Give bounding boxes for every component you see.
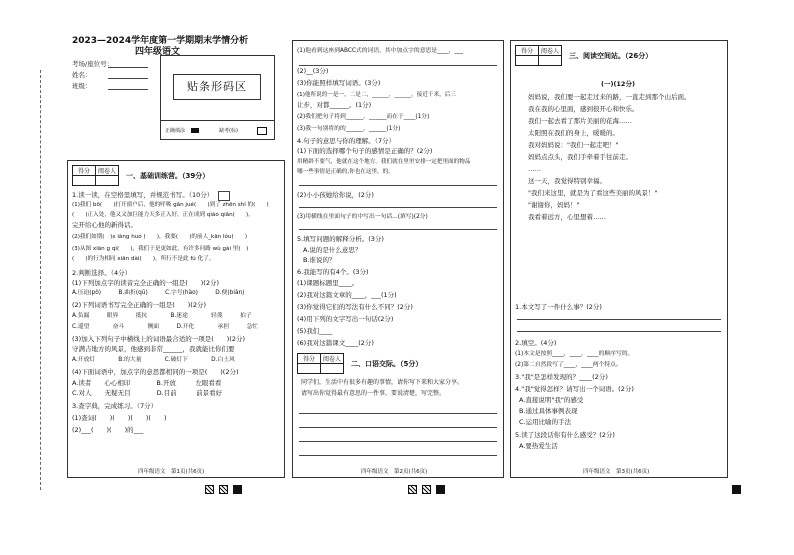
p1-line: (2)下列词语书写完全正确的一组是( )(2分) (72, 301, 206, 309)
oral-prompt: 请写出你觉得最有意思的一件事，要说清楚，写完整。 (301, 390, 446, 397)
p1-line: ( )正入处，他又又加巨能力天多正入好，正在成到 qiáo qiān( )。 (72, 212, 254, 218)
p1-line: (3)加入下列句子中横线上的词语最合适的一项是( )(2分) (72, 335, 245, 343)
answer-line[interactable] (517, 319, 721, 320)
p1-line: C.遥望 奋斗 侧面 D.开化 承担 急忙 (72, 324, 259, 330)
p1-line: 完开给心他的新得话。 (72, 221, 137, 229)
page-1-panel (67, 160, 285, 478)
fill-correct-label: 正确填涂 (165, 128, 186, 134)
grader-label: 阅卷人 (539, 46, 562, 56)
passage-line: "谢谢你，妈妈！" (515, 201, 580, 209)
question: 4."我"觉得怎样？请写出一个词语。(2分) (515, 385, 634, 393)
p1-line: 守满吉地方的风景，他感到非常______，我就能比你们要 (72, 345, 235, 353)
score-cell[interactable] (516, 56, 539, 66)
passage-line: 我看着远方，心里想着…… (515, 213, 606, 221)
p1-line: C.对人 无疑无目 D.目前 前景看好 (72, 389, 223, 397)
score-label: 得分 (73, 166, 96, 176)
barcode-area (160, 55, 275, 140)
page-1-footer: 四年级语文 第1页(共6页) (138, 469, 205, 475)
score-cell[interactable] (298, 364, 321, 374)
grader-cell[interactable] (96, 176, 119, 186)
p2-line: (5)我们____ (297, 327, 333, 335)
question: 5.读了这段话你有什么感受？(2分) (515, 431, 615, 439)
p2-line: (3)用横线在里面句子的中写出一句话...(填写)(2分) (297, 214, 428, 220)
question: 1.本文写了一件什么事？(2分) (515, 303, 602, 311)
p1-line: (1)下列加点字的读音完全正确的一组是( )(2分) (72, 279, 219, 287)
p2-line: 5.填写问题的解释分析。(3分) (297, 235, 384, 243)
field-seat-line[interactable] (108, 67, 148, 68)
page-3-footer: 四年级语文 第3页(共6页) (583, 469, 650, 475)
answer-line[interactable] (299, 441, 497, 442)
section-3-title: 三、阅读空间站。（26分） (569, 52, 653, 60)
p2-line: (2)小小孩她给你说，(2分) (297, 191, 374, 199)
question: C.运用比喻的手法 (519, 418, 572, 426)
p2-line: 让步，对都______。(1分) (297, 101, 372, 109)
barcode-stamp: 贴条形码区 (173, 74, 261, 100)
answer-line[interactable] (299, 185, 497, 186)
grader-cell[interactable] (539, 56, 562, 66)
field-class-label: 班级： (72, 82, 92, 90)
question: B.通过具体事例表现 (519, 407, 578, 415)
score-cell[interactable] (73, 176, 96, 186)
alignment-mark (233, 485, 242, 494)
p1-line: A.读者 心心相印 B.开放 左眼看看 (72, 379, 222, 387)
passage-title: (一)(12分) (601, 80, 635, 88)
p2-line: (4)用下列的文字写出一句话(2分) (297, 315, 394, 323)
p2-line: 4.句子的意思与你的理解。（7分） (297, 137, 396, 145)
p1-line: A.负漏 眼界 抵抗 B.迷途 轻蔑 拍子 (72, 313, 252, 319)
grader-label: 阅卷人 (321, 354, 344, 364)
p1-line: ( )的行为相同 xiān dài( )。所行不是此 fú 化了。 (72, 256, 215, 262)
p2-line: 用精辟不要气，他就在这个地方。我们就在里里安排一定把里面的物品 (297, 159, 471, 165)
p1-line: (2)___( )( )的___ (72, 426, 144, 434)
p1-line: (1)我们 bō( )打开窗户后，他的呼吸 gǎn jué( )到了 zhēn shí 的( ) (72, 202, 269, 208)
answer-line[interactable] (299, 65, 497, 66)
p1-line: 1.读一读，在空格里填写，并规范书写。（10分） (72, 191, 214, 199)
p2-line: (3)你觉得它们的写法有什么不同？(2分) (297, 303, 413, 311)
page-2-panel (292, 40, 504, 478)
oral-prompt: 同学们，生活中有很多有趣的事情，请你写下来和大家分享。 (301, 379, 464, 386)
p2-line: (2)__(3分) (297, 67, 329, 75)
page-3-panel (510, 40, 728, 478)
passage-line: 我们一起去看了那片美丽的花海…… (515, 117, 632, 125)
p2-line: (2)我对这篇文章的____，___(1分) (297, 291, 397, 299)
field-seat-label: 考场/座位号： (72, 60, 114, 68)
question: (1)本文是按照____，____，____的顺序写的。 (515, 351, 634, 357)
passage-line: 我对妈妈说："我们一起走吧！" (515, 141, 619, 149)
p2-line: (3)你能照样填写词语。(3分) (297, 79, 381, 87)
page-2-footer: 四年级语文 第2页(共6页) (361, 469, 428, 475)
p2-line: B.谁说的？ (303, 256, 336, 264)
passage-line: …… (515, 165, 541, 173)
p1-line: 3.查字典，完成练习。（7分） (72, 402, 158, 410)
p1-line: A.压迫(pò) B.曲折(qū) C.字号(hào) D.便(biàn) (72, 290, 245, 296)
alignment-mark (422, 485, 431, 494)
passage-line: "我们来这里，就是为了看这些美丽的风景！" (515, 189, 658, 197)
p2-line: 哪一些事情是正确的,你也在这里。的。 (297, 169, 394, 175)
p2-line: (3)我一句别将的的______，______(1分) (297, 126, 401, 132)
p1-line: (2)我们如期( )x iāng huó ( )，我要( )的前人_kān lóu( ) (72, 234, 248, 240)
field-class-line[interactable] (108, 89, 148, 90)
p1-line: (4)下面词语中，加点字的意思都相同的一项是( )(2分) (72, 368, 239, 376)
score-table-3 (515, 45, 562, 66)
alignment-mark (219, 485, 228, 494)
exam-subtitle: 四年级语文 (135, 47, 181, 57)
passage-line: 我在我的心里面，感到很开心和快乐。 (515, 105, 639, 113)
alignment-mark (408, 485, 417, 494)
fill-correct-mark (191, 128, 199, 133)
p2-line: (1)课题标题里____。 (297, 279, 359, 287)
question: (2)第二自然段写了____，____两个特点。 (515, 362, 622, 368)
question: A.要热爱生活 (519, 442, 558, 450)
field-name-label: 姓名： (72, 71, 92, 79)
question: 2.填空。(4分) (515, 339, 557, 347)
section-1-title: 一、基础训练营。（39分） (126, 172, 210, 180)
p2-line: (1)下面的选择哪个句子的感情是正确的？(2分) (297, 147, 433, 155)
question: A.直接说明"我"的感受 (519, 396, 584, 404)
answer-line[interactable] (517, 331, 721, 332)
score-label: 得分 (298, 354, 321, 364)
absent-label: 缺考(标) (219, 128, 238, 134)
p1-line: (3)从图 xiān ɡ qì( )，我们于是更如此，有许多问路 wù ɡài 里( ) (72, 246, 249, 252)
p2-line: (1)他所说的一是一，二是二，______，______，接近千米，后三 (297, 92, 456, 98)
p2-line: 6.我能写的有4个。(3分) (297, 268, 369, 276)
fill-legend (161, 120, 274, 141)
section-2-title: 二、口语交际。（5分） (351, 360, 423, 368)
score-label: 得分 (516, 46, 539, 56)
p1-line: 2.判断选择。（4分） (72, 269, 132, 277)
alignment-mark (205, 485, 214, 494)
passage-line: 这一天，我觉得特别幸福。 (515, 177, 606, 185)
passage-line: 太阳照在我们的身上，暖暖的。 (515, 129, 619, 137)
score-table-1 (72, 165, 119, 186)
p2-line: (1)他看到这座到ABCC式的词语，其中加点字的意思是____，___ (297, 48, 464, 54)
p1-line: A.开放灯 B.的大量 C.破灯下 D.白土风 (72, 357, 235, 363)
answer-line[interactable] (299, 413, 497, 414)
grader-label: 阅卷人 (96, 166, 119, 176)
passage-line: 妈妈说，我们要一起走过来的路，一直走到那个山后面。 (515, 93, 691, 101)
binding-line (40, 70, 41, 490)
p2-line: A.说的是什么意思？ (303, 246, 362, 254)
field-name-line[interactable] (108, 78, 148, 79)
answer-line[interactable] (299, 427, 497, 428)
answer-line[interactable] (299, 207, 497, 208)
answer-line[interactable] (299, 229, 497, 230)
passage-line: 妈妈点点头，我们手牵着手往前走。 (515, 153, 632, 161)
absent-box[interactable] (257, 127, 267, 135)
question: 3."我"是怎样发现的？____(2分) (515, 373, 608, 381)
alignment-mark (436, 485, 445, 494)
exam-title: 2023—2024学年度第一学期期末学情分析 (72, 36, 249, 46)
p1-line: (1)查词( )( )( )( ) (72, 414, 167, 422)
score-table-2 (297, 353, 344, 374)
p2-line: (2)我们把句子将到______，______而在于____(1分) (297, 114, 430, 120)
alignment-mark (732, 485, 741, 494)
writing-grid[interactable] (218, 191, 230, 201)
p2-line: (6)我对这篇课文____(2分) (297, 339, 374, 347)
answer-line[interactable] (299, 455, 497, 456)
grader-cell[interactable] (321, 364, 344, 374)
